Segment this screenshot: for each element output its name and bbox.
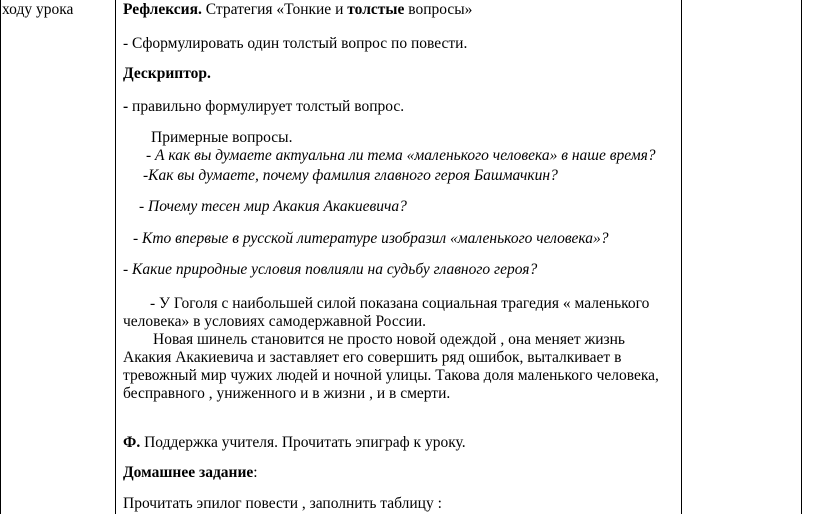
question-item: - Какие природные условия повлияли на судьбу главного героя? xyxy=(123,261,538,278)
support-text: Поддержка учителя. Прочитать эпиграф к уроку. xyxy=(140,434,466,451)
table-divider-2 xyxy=(681,0,682,514)
reflection-strategy-suffix: вопросы» xyxy=(404,1,473,18)
reflection-strategy-prefix: Стратегия «Тонкие и xyxy=(201,1,348,18)
lesson-stage-label: ходу урока xyxy=(2,1,74,18)
paragraph-line: человека» в условиях самодержавной России. xyxy=(123,313,427,330)
descriptor-title: Дескриптор. xyxy=(123,65,211,82)
descriptor-dash: - xyxy=(123,98,129,115)
paragraph-line: - У Гоголя с наибольшей силой показана социальная трагедия « маленького xyxy=(150,295,650,312)
teacher-support-line xyxy=(123,433,466,452)
descriptor-text: правильно формулирует толстый вопрос. xyxy=(128,98,405,115)
question-item: - Кто впервые в русской литературе изобразил «маленького человека»? xyxy=(133,230,609,247)
table-border-left xyxy=(0,0,1,514)
support-label: Ф. xyxy=(123,434,141,451)
table-divider-1 xyxy=(115,0,116,514)
paragraph-line: Акакия Акакиевича и заставляет его совершить ряд ошибок, выталкивает в xyxy=(123,349,622,366)
question-item: - Почему тесен мир Акакия Акакиевича? xyxy=(139,198,407,215)
task-text: - Сформулировать один толстый вопрос по повести. xyxy=(123,35,468,52)
paragraph-line: Новая шинель становится не просто новой одеждой , она меняет жизнь xyxy=(153,331,626,348)
paragraph-line: бесправного , униженного и в жизни , и в смерти. xyxy=(123,385,451,402)
question-item: -Как вы думаете, почему фамилия главного героя Башмачкин? xyxy=(143,167,558,184)
homework-colon: : xyxy=(253,464,258,481)
descriptor-line xyxy=(123,97,404,116)
sample-questions-title: Примерные вопросы. xyxy=(151,129,293,146)
reflection-strategy-bold: толстые xyxy=(347,1,405,18)
paragraph-line: тревожный мир чужих людей и ночной улицы. Такова доля маленького человека, xyxy=(123,367,659,384)
homework-heading xyxy=(123,463,258,482)
question-item: - А как вы думаете актуальна ли тема «маленького человека» в наше время? xyxy=(146,147,656,164)
homework-title: Домашнее задание xyxy=(123,464,254,481)
reflection-heading xyxy=(123,0,472,19)
reflection-title: Рефлексия. xyxy=(123,1,202,18)
homework-text: Прочитать эпилог повести , заполнить таблицу : xyxy=(123,495,442,512)
table-divider-3 xyxy=(801,0,802,514)
